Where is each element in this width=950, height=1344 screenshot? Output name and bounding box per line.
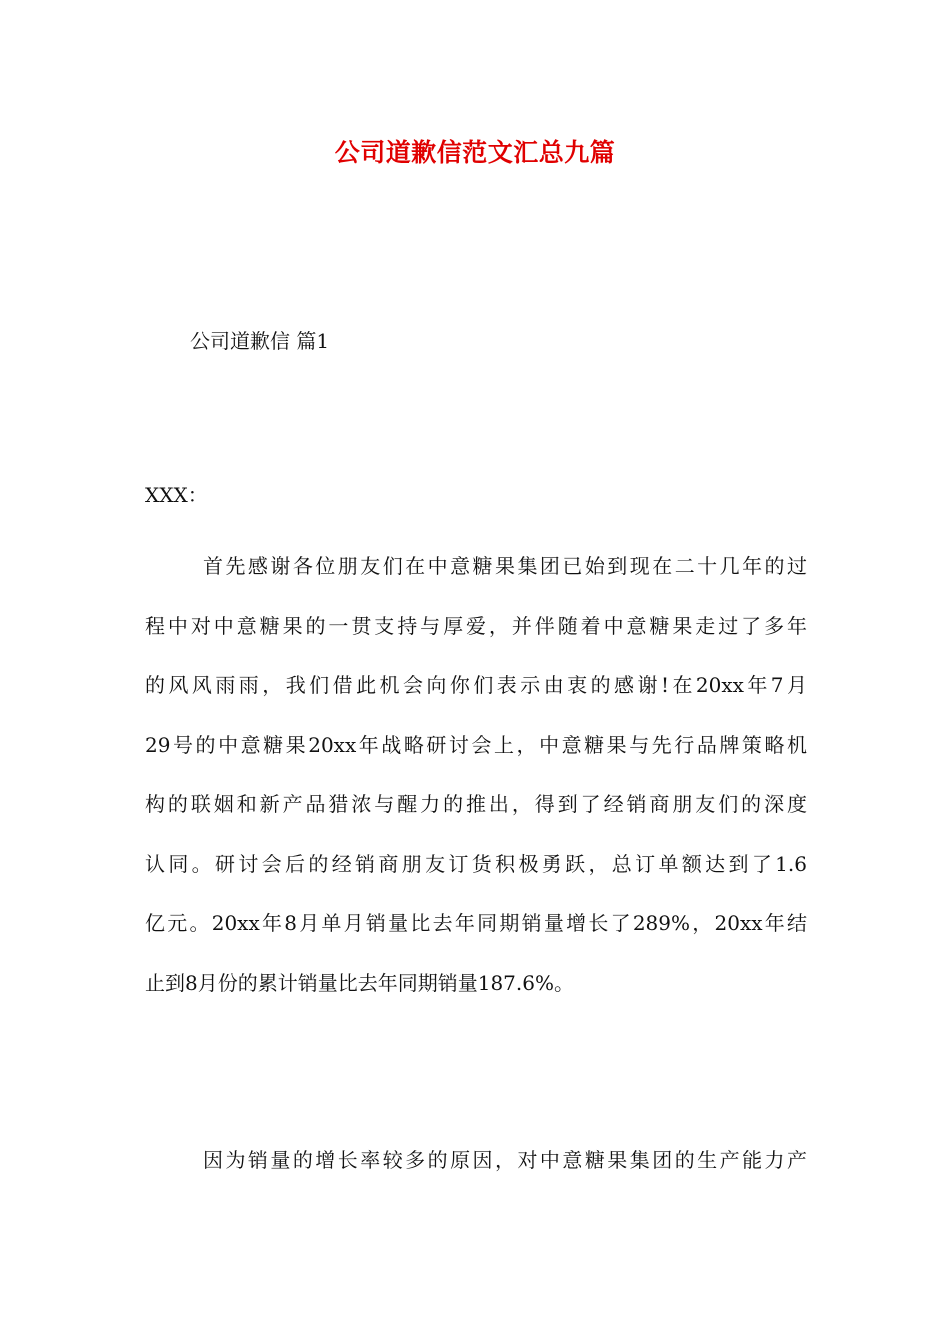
paragraph-line: 首先感谢各位朋友们在中意糖果集团已始到现在二十几年的过 [203,554,807,578]
paragraph-line: 29号的中意糖果20xx年战略研讨会上，中意糖果与先行品牌策略机 [145,732,807,757]
paragraph-2 [145,1131,807,1191]
section-heading: 公司道歉信 篇1 [190,329,330,353]
paragraph-line: 亿元。20xx年8月单月销量比去年同期销量增长了289%，20xx年结 [145,911,807,935]
paragraph-line: 的风风雨雨，我们借此机会向你们表示由衷的感谢!在20xx年7月 [145,673,807,697]
document-title: 公司道歉信范文汇总九篇 [334,138,616,167]
paragraph-line: 因为销量的增长率较多的原因，对中意糖果集团的生产能力产 [203,1148,807,1172]
paragraph-1 [145,537,807,1013]
paragraph-line: 构的联姻和新产品猎浓与醒力的推出，得到了经销商朋友们的深度 [145,792,807,816]
salutation: XXX： [145,483,208,507]
paragraph-line: 止到8月份的累计销量比去年同期销量187.6%。 [145,970,574,995]
paragraph-line: 认同。研讨会后的经销商朋友订货积极勇跃，总订单额达到了1.6 [145,851,807,876]
paragraph-line: 程中对中意糖果的一贯支持与厚爱，并伴随着中意糖果走过了多年 [145,613,807,638]
